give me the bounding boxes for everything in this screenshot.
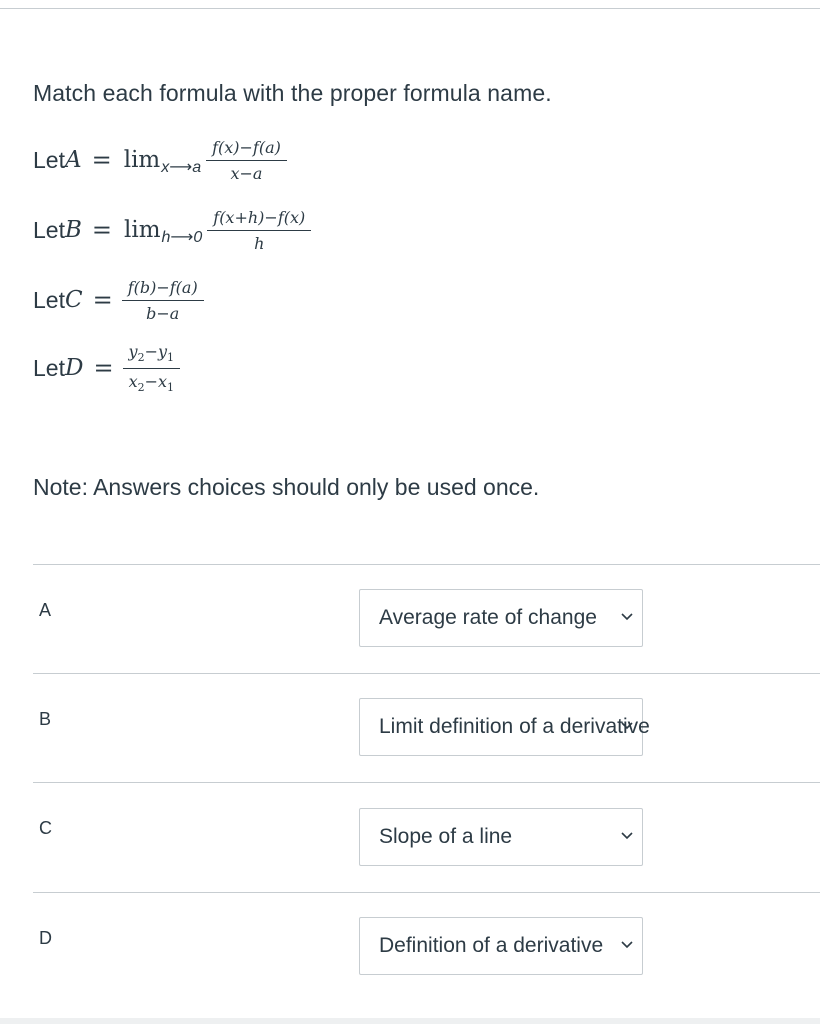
lim-subscript: x⟶a	[161, 159, 202, 176]
row-divider	[33, 782, 820, 783]
row-divider	[33, 673, 820, 674]
lim-operator: lim	[123, 147, 161, 173]
row-divider	[33, 564, 820, 565]
numerator: f(x)−f(a)	[212, 137, 281, 157]
denominator: $x_2-x_1$	[123, 368, 181, 394]
answer-label-d: D	[39, 928, 52, 948]
lim-operator: lim	[124, 217, 161, 243]
fraction	[126, 342, 178, 393]
chevron-down-icon	[620, 719, 634, 733]
formula-lead: Let	[33, 146, 65, 173]
formula-var: A	[64, 147, 82, 173]
select-value: Slope of a line	[379, 825, 513, 848]
formula-lead: Let	[33, 216, 65, 243]
formula-lead: Let	[33, 354, 65, 381]
equals-sign: =	[91, 216, 112, 244]
answer-select-c[interactable]	[359, 808, 643, 866]
equals-sign: =	[92, 286, 113, 314]
answer-select-a[interactable]	[359, 589, 643, 647]
chevron-down-icon	[620, 938, 634, 952]
answer-select-b[interactable]	[359, 698, 650, 756]
fraction	[209, 138, 284, 183]
select-value: Limit definition of a derivative	[379, 715, 650, 738]
fraction	[125, 278, 201, 323]
answer-label-b: B	[39, 709, 52, 729]
formula-b	[33, 195, 308, 265]
equals-sign: =	[93, 354, 114, 382]
answer-select-d[interactable]	[359, 917, 643, 975]
denominator: x−a	[206, 160, 287, 183]
answer-label-a: A	[39, 600, 52, 620]
equals-sign: =	[91, 146, 112, 174]
numerator: f(b)−f(a)	[127, 277, 198, 297]
answer-label-c: C	[39, 818, 52, 838]
select-value: Average rate of change	[379, 606, 597, 629]
top-divider	[0, 8, 820, 9]
answer-note: Note: Answers choices should only be used once.	[33, 474, 540, 500]
formula-var: B	[64, 217, 82, 243]
formula-var: D	[64, 355, 84, 381]
numerator: $y_2-y_1$	[128, 342, 175, 365]
chevron-down-icon	[620, 829, 634, 843]
formula-c	[33, 265, 201, 335]
lim-subscript: h⟶0	[161, 229, 203, 246]
row-divider	[33, 892, 820, 893]
numerator: f(x+h)−f(x)	[213, 207, 306, 227]
fraction	[210, 208, 308, 253]
formula-lead: Let	[33, 286, 65, 313]
select-value: Definition of a derivative	[379, 934, 604, 957]
denominator: b−a	[122, 300, 204, 323]
formula-var: C	[64, 287, 83, 313]
formula-a	[33, 125, 284, 195]
question-prompt: Match each formula with the proper formula name.	[33, 80, 552, 106]
bottom-edge	[0, 1018, 820, 1024]
chevron-down-icon	[620, 610, 634, 624]
denominator: h	[207, 230, 311, 253]
formula-d	[33, 333, 177, 403]
